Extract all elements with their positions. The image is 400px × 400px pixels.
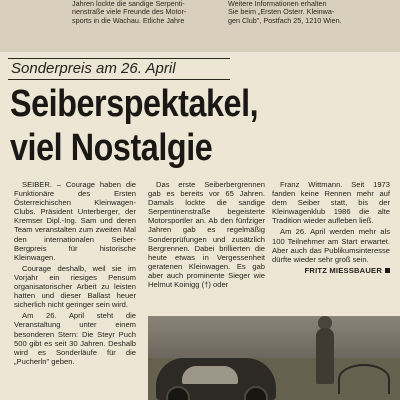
previous-article-right-column — [228, 0, 378, 48]
kicker-text: Sonderpreis am 26. April — [11, 60, 176, 77]
article-paragraph: Courage deshalb, weil sie im Vorjahr ein riesiges Pensum organisatorischer Arbeit zu leisten hatten und dieser Ballast heuer sicherlich nicht geringer sein wird. — [14, 263, 136, 310]
previous-article-line: gen Club", Postfach 25, 1210 Wien. — [228, 16, 342, 25]
article-column-2 — [148, 180, 265, 291]
headline-line-1: Seiberspektakel, — [10, 83, 259, 125]
author-byline — [272, 266, 390, 275]
previous-article-left-column — [72, 0, 194, 48]
article-kicker — [8, 58, 230, 80]
article-column-1 — [14, 180, 136, 368]
previous-article-line: Sie beim „Ersten Österr. Kleinwa- — [228, 8, 335, 17]
previous-article-line: Weitere Informationen erhalten — [228, 0, 327, 8]
article-paragraph: Am 26. April werden mehr als 100 Teilnehmer am Start erwartet. Aber auch das Publikumsinteresse dürfte wieder sehr groß sein. — [272, 227, 390, 264]
article-photo — [148, 316, 400, 400]
article-column-3 — [272, 180, 390, 275]
headline-line-2: viel Nostalgie — [10, 127, 213, 169]
article-paragraph: SEIBER. – Courage haben die Funktionäre des Ersten Österreichischen Kleinwagen-Clubs. Präsident Unterberger, der Kremser Dipl.-Ing. Sam und deren Team veranstalten zum zweiten Mal den internationalen Seiber-Bergpreis für historische Kleinwagen. — [14, 180, 136, 262]
article-paragraph: Franz Wittmann. Seit 1973 fanden keine Rennen mehr auf dem Seiber statt, bis der Kleinwagenklub 1986 die alte Tradition wieder aufleben ließ. — [272, 180, 390, 226]
photo-car-window — [182, 366, 238, 384]
article-paragraph: Das erste Seiberbergrennen gab es bereits vor 65 Jahren. Damals lockte die sandige Serpentinenstraße begeisterte Motorsportler an. Ab den fünfziger Jahren gab es regelmäßig Sonderprüfungen und zusätzlich Bergrennen. Dabei brillierten die heute etwas in Vergessenheit geratenen Kleinwagen. Es gab aber auch prominente Sieger wie Helmut Koinigg (†) oder — [148, 180, 265, 290]
previous-article-line: sports in die Wachau. Etliche Jahre — [72, 16, 185, 25]
article-headline — [10, 82, 291, 170]
previous-article-line: Jahren lockte die sandige Serpenti- — [72, 0, 185, 8]
previous-article-line: nenstraße viele Freunde des Motor- — [72, 8, 187, 17]
article-paragraph: Am 26. April steht die Veranstaltung unter einem besonderen Stern: Die Steyr Puch 500 gibt es seit 30 Jahren. Deshalb wird es Sonderläufe für die „Pucherln" geben. — [14, 311, 136, 366]
author-name: FRITZ MIESSBAUER — [304, 265, 382, 275]
end-mark-icon — [385, 268, 390, 273]
photo-bicycle — [338, 364, 390, 394]
photo-person — [316, 328, 334, 384]
